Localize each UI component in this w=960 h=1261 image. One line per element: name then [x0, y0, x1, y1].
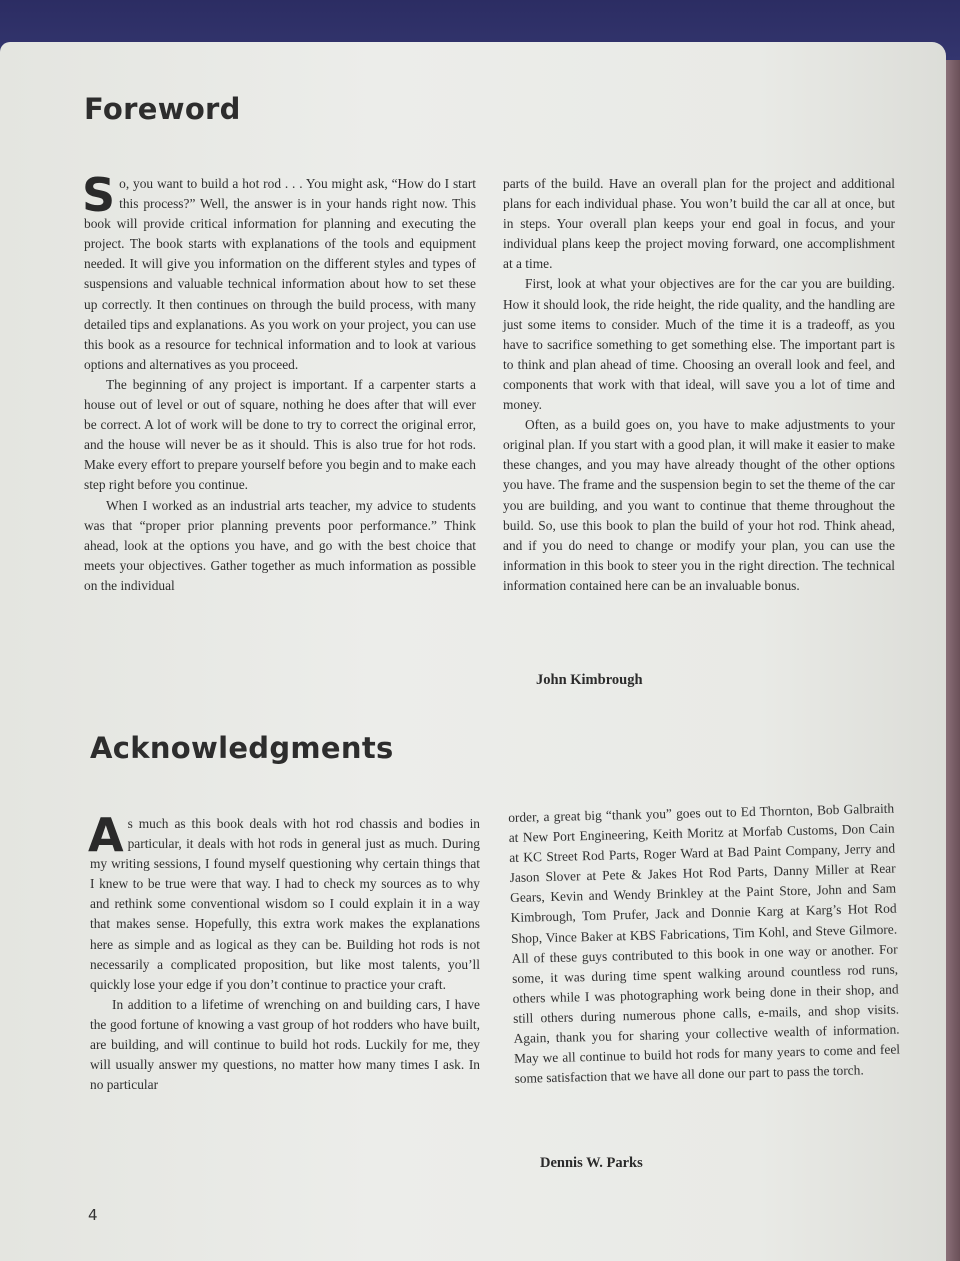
foreword-column-right	[503, 174, 895, 596]
foreword-paragraph-1	[82, 168, 476, 375]
foreword-drop-cap: S	[82, 168, 116, 222]
foreword-paragraph-2: The beginning of any project is important. If a carpenter starts a house out of level or out of square, nothing he does after that will ever be correct. A lot of work will be done to try to correct the original error, and the house will never be as it should. This is also true for hot rods. Make every effort to prepare yourself before you begin and to make each step right before you continue.	[84, 376, 476, 493]
foreword-column-left	[82, 168, 476, 596]
acknowledgments-signature: Dennis W. Parks	[540, 1155, 643, 1171]
acknowledgments-drop-cap: A	[88, 808, 124, 862]
acknowledgments-paragraph-1	[88, 808, 480, 995]
page-number: 4	[88, 1206, 98, 1224]
foreword-signature: John Kimbrough	[536, 672, 643, 688]
acknowledgments-heading: Acknowledgments	[90, 731, 394, 765]
foreword-paragraph-5: Often, as a build goes on, you have to make adjustments to your original plan. If you start with a good plan, it will make it easier to make these changes, and you may have already thought of the other options you have. The frame and the suspension begin to set the theme of the car you are building, and you want to continue that theme throughout the build. So, use this book to plan the build of your hot rod. Think ahead, and if you do need to change or modify your plan, you can use the information in this book to steer you in the right direction. The technical information contained here can be an invaluable bonus.	[503, 417, 895, 593]
acknowledgments-column-left	[88, 808, 480, 1095]
foreword-paragraph-1-text: o, you want to build a hot rod . . . You might ask, “How do I start this process?” Well, the answer is in your hands right now. This book will provide critical information for planning and executing the project. The book starts with explanations of the tools and equipment needed. It will give you information on the different styles and types of suspensions and valuable technical information about how to set these up correctly. It then continues on through the build process, with many detailed tips and explanations. As you work on your project, you can use this book as a resource for technical information and to look at various options and alternatives as you proceed.	[84, 176, 476, 372]
acknowledgments-column-right	[508, 799, 901, 1090]
foreword-paragraph-3-continued: parts of the build. Have an overall plan for the project and additional plans for each individual phase. You won’t build the car all at once, but in steps. Your overall plan keeps your end goal in focus, and your individual plans keep the project moving forward, one accomplishment at a time.	[503, 176, 895, 272]
acknowledgments-paragraph-2-continued: order, a great big “thank you” goes out to Ed Thornton, Bob Galbraith at New Port Engineering, Keith Moritz at Morfab Customs, Don Cain at KC Street Rod Parts, Roger Ward at Bad Paint Company, Jerry and Jason Slover at Pete & Jakes Hot Rod Parts, Danny Miller at Rear Gears, Kevin and Wendy Brinkley at the Paint Store, John and Sam Kimbrough, Tom Prufer, Jack and Donnie Karg at Karg’s Hot Rod Shop, Vince Baker at KBS Fabrications, Tim Kohl, and Steve Gilmore. All of these guys contributed to this book in one way or another. For some, it was during time spent walking around countless rod runs, others while I was photographing work being done in their shop, and still others during numerous phone calls, e-mails, and shop visits. Again, thank you for sharing your collective wealth of information. May we all continue to build hot rods for many years to come and feel some satisfaction that we have all done our part to pass the torch.	[508, 800, 901, 1087]
foreword-paragraph-4: First, look at what your objectives are for the car you are building. How it should look, the ride height, the ride quality, and the handling are just some items to consider. Much of the time it is a tradeoff, as you have to sacrifice something to get something else. The important part is to think and plan ahead of time. Choosing an overall look and feel, and components that work with that ideal, will save you a lot of time and money.	[503, 276, 895, 413]
page-edge-shadow	[946, 60, 960, 1261]
foreword-paragraph-3: When I worked as an industrial arts teacher, my advice to students was that “proper prior planning prevents poor performance.” Think ahead, look at the options you have, and go with the best choice that meets your objectives. Gather together as much information as possible on the individual	[84, 497, 476, 593]
acknowledgments-paragraph-2: In addition to a lifetime of wrenching on and building cars, I have the good fortune of knowing a vast group of hot rodders who have built, are building, and will continue to build hot rods. Luckily for me, they will usually answer my questions, no matter how many times I ask. In no particular	[90, 996, 480, 1093]
acknowledgments-paragraph-1-text: s much as this book deals with hot rod chassis and bodies in particular, it deals with hot rods in general just as much. During my writing sessions, I found myself questioning why certain things that I knew to be true were that way. I had to check my sources as to why and rethink some conventional wisdom so I could explain it in a way that makes sense. Hopefully, this extra work makes the explanations here as simple and as logical as they can be. Building hot rods is not necessarily a complicated proposition, but like most talents, you’ll quickly lose your edge if you don’t continue to practice your craft.	[90, 816, 480, 992]
foreword-heading: Foreword	[84, 92, 241, 126]
